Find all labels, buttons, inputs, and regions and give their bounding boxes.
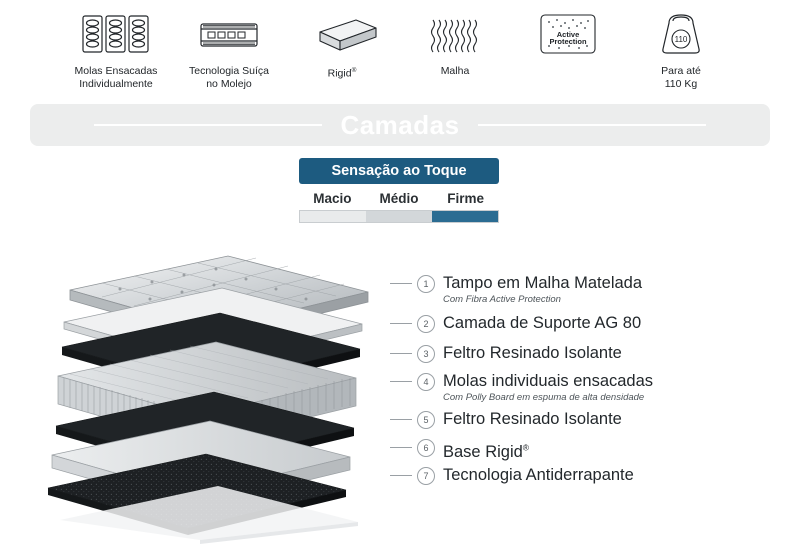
svg-text:Active: Active <box>556 30 580 39</box>
leader-line <box>390 381 412 382</box>
legend-number: 4 <box>417 373 435 391</box>
legend-number: 7 <box>417 467 435 485</box>
legend-text <box>443 438 529 462</box>
legend-text <box>443 344 622 363</box>
legend-title <box>443 443 529 461</box>
features-strip <box>0 8 797 90</box>
legend-item-1 <box>390 274 642 306</box>
banner-rule-right <box>478 124 706 126</box>
registered-mark: ® <box>351 67 357 74</box>
feature-mesh <box>403 8 508 78</box>
feature-label-line2: no Molejo <box>206 77 252 90</box>
touch-level-macio: Macio <box>313 191 352 206</box>
feature-label <box>75 65 158 90</box>
leader-line <box>390 283 412 284</box>
feature-label <box>567 65 570 78</box>
legend-number: 1 <box>417 275 435 293</box>
legend-text <box>443 372 653 404</box>
leader-line <box>390 475 412 476</box>
legend-item-5 <box>390 410 622 429</box>
legend-title: Tampo em Malha Matelada <box>443 274 643 292</box>
banner-title: Camadas <box>340 109 460 140</box>
banner-rule-left <box>94 124 322 126</box>
legend-title: Camada de Suporte AG 80 <box>443 314 642 332</box>
pocket-springs-icon <box>80 8 152 60</box>
feature-label <box>661 65 701 90</box>
mesh-fabric-icon <box>425 8 485 60</box>
legend-text <box>443 410 622 429</box>
legend-subtitle: Com Fibra Active Protection <box>443 294 561 305</box>
legend-number: 6 <box>417 439 435 457</box>
legend-text <box>443 274 642 306</box>
feature-weight-capacity <box>629 8 734 90</box>
leader-line <box>390 419 412 420</box>
leader-line <box>390 353 412 354</box>
feature-label-line1: Malha <box>440 65 470 77</box>
feature-swiss-spring-technology <box>177 8 282 90</box>
feature-active-protection <box>516 8 621 78</box>
feature-label-line1: Para até <box>661 65 701 77</box>
legend-text <box>443 314 641 333</box>
feature-label-line1: Tecnologia Suíça <box>189 65 269 77</box>
touch-level-medio: Médio <box>379 191 419 206</box>
leader-line <box>390 323 412 324</box>
legend-number: 2 <box>417 315 435 333</box>
rigid-foam-block-icon <box>304 8 380 60</box>
touch-level-firme: Firme <box>447 191 485 206</box>
leader-line <box>390 447 412 448</box>
legend-item-4 <box>390 372 653 404</box>
legend-title-text: Base Rigid <box>443 442 523 461</box>
legend-number: 5 <box>417 411 435 429</box>
touch-sensation-scale <box>299 158 499 223</box>
touch-bar-segment-macio <box>300 211 366 222</box>
svg-text:Protection: Protection <box>549 37 587 46</box>
legend-item-3 <box>390 344 622 363</box>
legend-item-6 <box>390 438 529 462</box>
feature-label-line1: Rigid <box>327 67 352 80</box>
legend-item-2 <box>390 314 641 333</box>
touch-bar-segment-medio <box>366 211 432 222</box>
registered-mark: ® <box>522 442 530 452</box>
legend-subtitle: Com Polly Board em espuma de alta densidade <box>443 392 645 403</box>
feature-label <box>441 65 470 78</box>
legend-item-7 <box>390 466 634 485</box>
feature-label-line2: Individualmente <box>79 77 153 90</box>
weight-capacity-icon <box>653 8 709 60</box>
legend-title: Molas individuais ensacadas <box>443 372 654 390</box>
camadas-banner <box>30 104 770 146</box>
legend-title: Feltro Resinado Isolante <box>443 344 622 362</box>
touch-scale-bar <box>299 210 499 223</box>
legend-title: Tecnologia Antiderrapante <box>443 466 634 484</box>
legend-title: Feltro Resinado Isolante <box>443 410 622 428</box>
touch-scale-labels <box>299 191 499 206</box>
legend-text <box>443 466 634 485</box>
active-protection-icon <box>535 8 601 60</box>
svg-text:110: 110 <box>674 35 688 44</box>
feature-label-line1: Molas Ensacadas <box>74 65 158 77</box>
swiss-spring-technology-icon <box>197 8 261 60</box>
feature-rigid <box>290 8 395 80</box>
touch-bar-segment-firme <box>432 211 498 222</box>
legend-number: 3 <box>417 345 435 363</box>
feature-label-line2: 110 Kg <box>664 77 698 90</box>
feature-label <box>328 65 357 80</box>
feature-pocket-springs <box>64 8 169 90</box>
touch-scale-header: Sensação ao Toque <box>299 158 499 184</box>
feature-label <box>189 65 269 90</box>
